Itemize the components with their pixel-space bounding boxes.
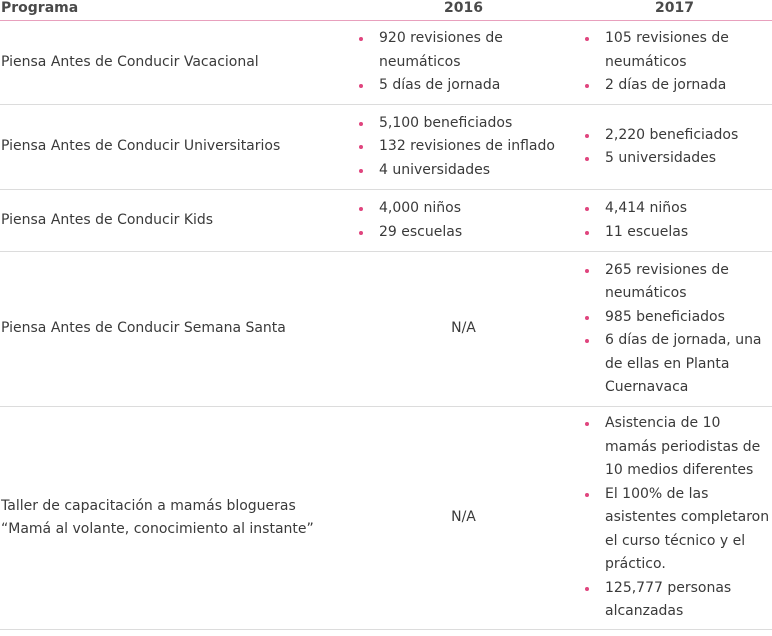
program-name: Piensa Antes de Conducir Kids [1, 211, 214, 228]
list-item: 2 días de jornada [583, 74, 772, 98]
list-item: 6 días de jornada, una de ellas en Planta Cuernavaca [583, 329, 772, 400]
program-subtitle: “Mamá al volante, conocimiento al instante” [1, 521, 314, 537]
list-item: 132 revisiones de inflado [357, 135, 577, 159]
list-item: 5,100 beneficiados [357, 112, 577, 136]
list-item: 2,220 beneficiados [583, 124, 772, 148]
program-column-header: Programa [0, 0, 350, 21]
table-row [0, 252, 772, 407]
not-applicable-value: N/A [451, 509, 476, 526]
table-row [0, 21, 772, 105]
program-cell [0, 21, 350, 105]
list-item: 125,777 personas alcanzadas [583, 577, 772, 624]
results-list [577, 124, 772, 171]
results-list [577, 27, 772, 98]
table-row [0, 190, 772, 252]
year-2016-cell [350, 105, 577, 190]
list-item: Asistencia de 10 mamás periodistas de 10 medios diferentes [583, 412, 772, 483]
list-item: 4 universidades [357, 159, 577, 183]
results-list [350, 112, 577, 183]
list-item: 5 días de jornada [357, 74, 577, 98]
year-2016-cell [350, 407, 577, 630]
table-row [0, 407, 772, 630]
list-item: 11 escuelas [583, 221, 772, 245]
list-item: 4,414 niños [583, 197, 772, 221]
header-row [0, 0, 772, 21]
program-cell [0, 252, 350, 407]
list-item: 920 revisiones de neumáticos [357, 27, 577, 74]
program-name: Piensa Antes de Conducir Universitarios [1, 138, 281, 155]
year-2016-cell [350, 190, 577, 252]
year-2017-cell [577, 21, 772, 105]
list-item: 265 revisiones de neumáticos [583, 259, 772, 306]
year-2017-cell [577, 105, 772, 190]
results-list [350, 197, 577, 244]
year-2017-cell [577, 190, 772, 252]
program-cell [0, 407, 350, 630]
list-item: 105 revisiones de neumáticos [583, 27, 772, 74]
results-list [577, 259, 772, 400]
year-2017-cell [577, 252, 772, 407]
year-2016-cell [350, 252, 577, 407]
results-list [350, 27, 577, 98]
results-list [577, 197, 772, 244]
program-cell [0, 190, 350, 252]
year-2017-cell [577, 407, 772, 630]
year-2017-column-header: 2017 [577, 0, 772, 21]
program-name: Taller de capacitación a mamás blogueras [1, 497, 296, 514]
list-item: 4,000 niños [357, 197, 577, 221]
program-cell [0, 105, 350, 190]
table-row [0, 105, 772, 190]
not-applicable-value: N/A [451, 320, 476, 337]
list-item: 985 beneficiados [583, 306, 772, 330]
year-2016-column-header: 2016 [350, 0, 577, 21]
list-item: 29 escuelas [357, 221, 577, 245]
program-name: Piensa Antes de Conducir Vacacional [1, 53, 259, 70]
program-name: Piensa Antes de Conducir Semana Santa [1, 320, 286, 337]
year-2016-cell [350, 21, 577, 105]
list-item: El 100% de las asistentes completaron el curso técnico y el práctico. [583, 483, 772, 577]
results-list [577, 412, 772, 624]
list-item: 5 universidades [583, 147, 772, 171]
